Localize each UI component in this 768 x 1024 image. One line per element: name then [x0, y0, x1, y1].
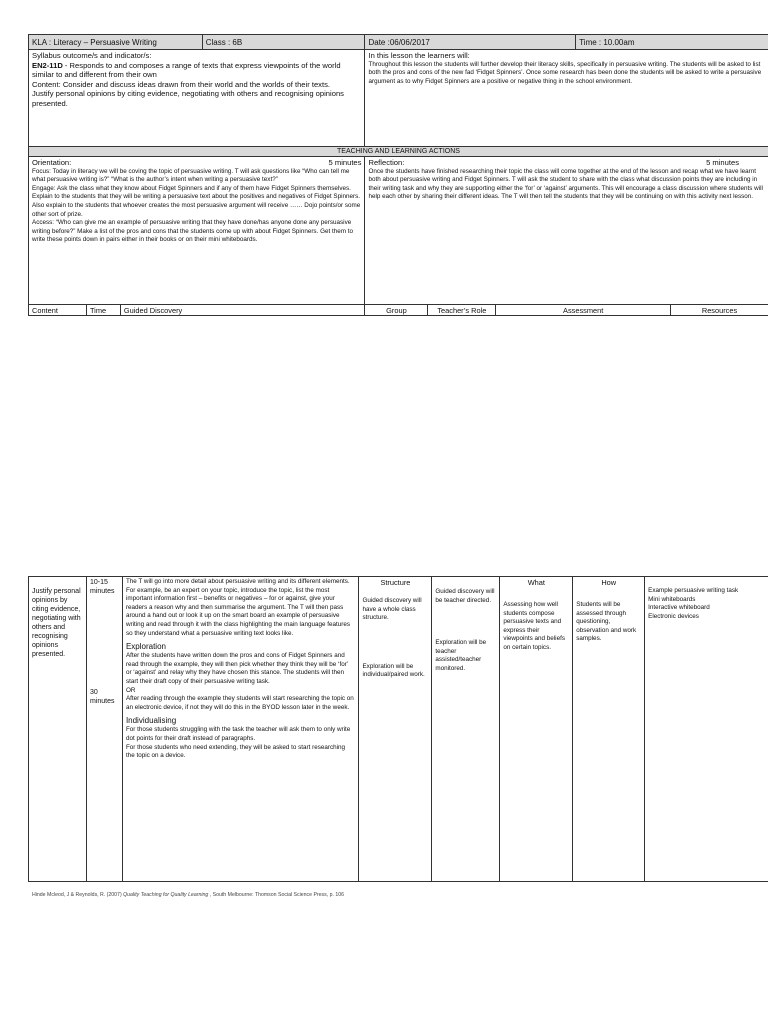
orientation-focus: Focus: Today in literacy we will be coving the topic of persuasive writing. T will ask questions like “Who can tell me what persuasive writing is?” “What is the author’s intent when writing a persuasive text?” — [32, 167, 350, 184]
orientation-access: Access: “Who can give me an example of persuasive writing that they have done/has anyone done any persuasive writing before?” Make a list of the pros and cons that the students come up with about Fidget Spinners. Get them to write these points down in pairs either in their books or on their mini whiteboards. — [32, 219, 353, 244]
teaching-band-row — [29, 147, 768, 157]
group-cell — [359, 577, 432, 882]
syllabus-code: EN2-11D — [32, 60, 63, 70]
date-cell: Date :06/06/2017 — [365, 35, 576, 50]
lesson-plan-top-table — [28, 34, 768, 316]
detail-row — [29, 577, 768, 882]
syllabus-cell — [29, 50, 365, 147]
time-cell: Time : 10.00am — [576, 35, 768, 50]
orientation-cell — [29, 157, 365, 305]
group-text-1: Guided discovery will have a whole class structure. — [362, 597, 422, 622]
time-guided: 10-15 minutes — [89, 579, 115, 595]
reflection-title: Reflection: — [368, 158, 405, 167]
class-cell: Class : 6B — [202, 35, 365, 50]
lesson-cell — [365, 50, 768, 147]
column-header-row — [29, 305, 768, 316]
footer-citation — [32, 892, 344, 898]
resources-cell: Example persuasive writing task Mini whiteboards Interactive whiteboard Electronic devices — [645, 577, 768, 882]
what-text: Assessing how well students compose persuasive texts and express their viewpoints and beliefs on certain topics. — [503, 601, 565, 651]
reflection-header — [368, 158, 765, 168]
col-group: Group — [365, 305, 428, 316]
time-exploration: 30 minutes — [89, 689, 115, 705]
col-time: Time — [86, 305, 120, 316]
teaching-band: TEACHING AND LEARNING ACTIONS — [29, 147, 768, 157]
col-teachers-role: Teacher’s Role — [428, 305, 496, 316]
individualising-text-2: For those students who need extending, they will be asked to start researching the topic on a device. — [125, 743, 346, 760]
citation-title: Quality Teaching for Quality Learning — [123, 892, 209, 898]
orientation-title: Orientation: — [32, 158, 72, 167]
assessment-how-cell — [573, 577, 645, 882]
individualising-text-1: For those students struggling with the task the teacher will ask them to only write dot points for their draft instead of paragraphs. — [125, 726, 351, 742]
lesson-title: In this lesson the learners will: — [368, 51, 470, 60]
orientation-engage: Engage: Ask the class what they know about Fidget Spinners and if any of them have Fidget Spinners themselves. Explain to the students that they will be writing a persuasive text about the positives and negatives of Fidget Spinners. Also explain to the students that whoever creates the most persuasive argument will receive …… Dojo points/or some other sort of prize. — [32, 184, 361, 218]
justify-line: Justify personal opinions by citing evidence, negotiating with others and recognising opinions presented. — [32, 89, 344, 108]
col-content: Content — [29, 305, 87, 316]
reflection-text: Once the students have finished researching their topic the class will come together at the end of the lesson and recap what we have learnt both about persuasive writing and Fidget Spinners. T will ask the student to share with the class what discussion points they are including in their writing task and why they are supporting either the ‘for’ or ‘against’ arguments. This will encourage a class discussion where students will help each other by sharing their different ideas. The T will then tell the students that they will be continuing on with this activity next lesson. — [368, 167, 763, 201]
how-text: Students will be assessed through questioning, observation and work samples. — [576, 601, 637, 643]
or-text: OR — [125, 686, 136, 694]
col-resources: Resources — [671, 305, 768, 316]
how-title: How — [601, 578, 617, 587]
orientation-row — [29, 157, 768, 305]
lesson-text: Throughout this lesson the students will further develop their literacy skills, specifically in persuasive writing. The students will be asked to list both the pros and cons of the new fad ‘Fidget Spinners’. Once some research has been done the students will be asked to write a persuasive argument as to why Fidget Spinners are a positive or negative thing in the school environment. — [368, 60, 762, 85]
citation-after: , South Melbourne: Thomson Social Science Press, p. 106 — [208, 892, 345, 898]
individualising-title: Individualising — [125, 716, 177, 726]
teacher-text-2: Exploration will be teacher assisted/teacher monitored. — [435, 639, 487, 672]
exploration-text: After the students have written down the pros and cons of Fidget Spinners and read through the example, they will then pick whether they think they will be ‘for’ or ‘against’ and relay why they have chosen this stance. The students will then start their draft copy of their persuasive writing task. — [125, 652, 349, 685]
reflection-cell — [365, 157, 768, 305]
reflection-time: 5 minutes — [706, 158, 739, 167]
exploration-title: Exploration — [125, 642, 166, 652]
orientation-header — [32, 158, 361, 168]
group-text-2: Exploration will be individual/paired work. — [362, 662, 425, 679]
teachers-role-cell — [432, 577, 500, 882]
content-cell: Justify personal opinions by citing evidence, negotiating with others and recognising opinions presented. — [29, 577, 87, 882]
syllabus-outcome — [32, 61, 361, 80]
structure-title: Structure — [380, 578, 411, 587]
col-assessment: Assessment — [496, 305, 671, 316]
header-row — [29, 35, 768, 50]
kla-cell: KLA : Literacy – Persuasive Writing — [29, 35, 203, 50]
guided-discovery-cell — [122, 577, 359, 882]
teacher-text-1: Guided discovery will be teacher directed. — [435, 588, 495, 604]
exploration-alt: After reading through the example they students will start researching the topic on an electronic device, if not they will do this in the BYOD lesson later in the week. — [125, 695, 354, 711]
content-line: Content: Consider and discuss ideas drawn from their world and the worlds of their texts. — [32, 79, 330, 89]
outcome-row — [29, 50, 768, 147]
syllabus-title: Syllabus outcome/s and indicator/s: — [32, 51, 152, 60]
what-title: What — [527, 578, 545, 587]
syllabus-outcome-text: - Responds to and composes a range of texts that express viewpoints of the world similar to and different from their own — [32, 60, 341, 80]
citation-before: Hinde Mcleod, J & Reynolds, R. (2007) — [32, 892, 124, 898]
time-cell — [86, 577, 122, 882]
assessment-what-cell — [500, 577, 573, 882]
orientation-time: 5 minutes — [328, 158, 362, 167]
guided-intro: The T will go into more detail about persuasive writing and its different elements. For example, be an expert on your topic, introduce the topic, list the most important information first – benefits or negatives – for or against, give your readers a reason why and then summarise the argument. The T will then pass around a hand out or look it up on the smart board an example of persuasive writing and read through it with the class highlighting the main language features so they understand what a persuasive writing text looks like. — [125, 578, 350, 637]
col-guided-discovery: Guided Discovery — [120, 305, 365, 316]
lesson-plan-bottom-table — [28, 576, 768, 882]
